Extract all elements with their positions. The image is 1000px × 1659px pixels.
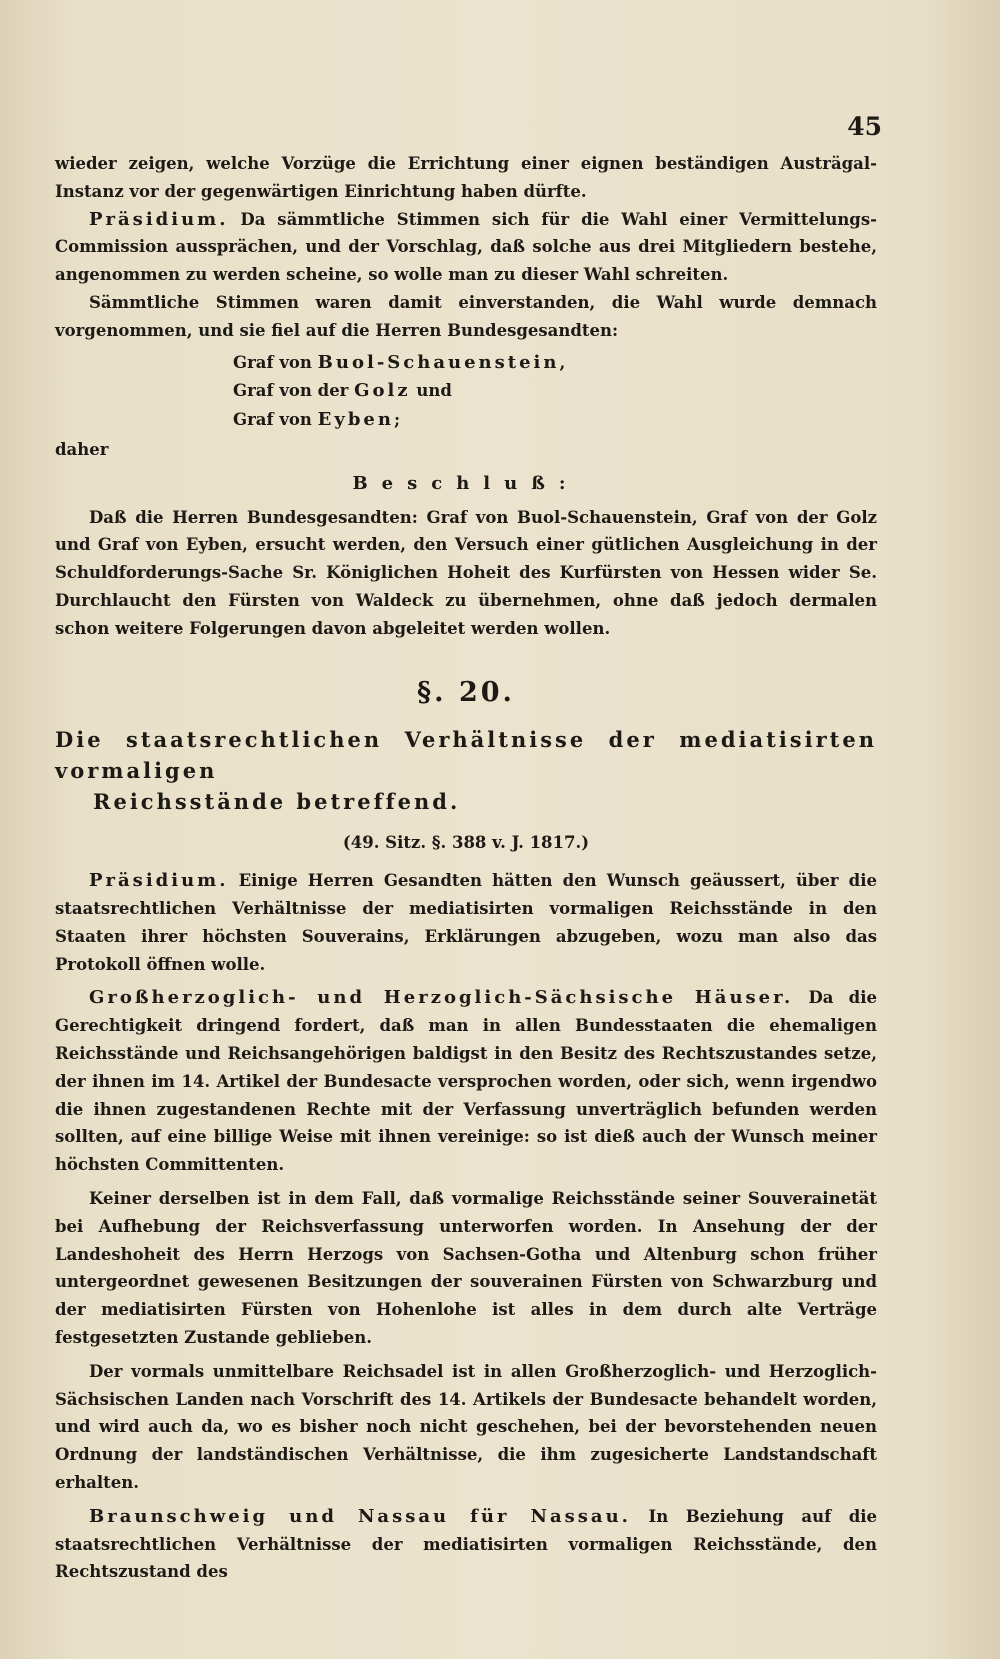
speaker-label: Präsidium. — [89, 208, 229, 230]
paragraph-text: In Beziehung auf die staatsrechtlichen Verhältnisse der mediatisirten vormaligen Reichsstände, den Rechtszustand des — [55, 1506, 877, 1582]
paragraph-text: Da sämmtliche Stimmen sich für die Wahl einer Vermittelungs-Commission aussprächen, und der Vorschlag, daß solche aus drei Mitgliedern bestehe, angenommen zu werden scheine, so wolle man zu dieser Wahl schreiten. — [55, 209, 877, 285]
paragraph-brunswick — [55, 1503, 877, 1586]
paragraph-text: Der vormals unmittelbare Reichsadel ist in allen Großherzoglich- und Herzoglich-Sächsischen Landen nach Vorschrift des 14. Artikels der Bundesacte behandelt worden, und wird auch da, wo es bisher noch nicht geschehen, bei der bevorstehenden neuen Ordnung der landständischen Verhältnisse, die ihm zugesicherte Landstandschaft erhalten. — [55, 1361, 877, 1492]
resolution-heading: Beschluß: — [352, 472, 580, 494]
paragraph-text: Keiner derselben ist in dem Fall, daß vormalige Reichsstände seiner Souverainetät bei Aufhebung der Reichsverfassung unterworfen worden. In Ansehung der der Landeshoheit des Herrn Herzogs von Sachsen-Gotha und Altenburg schon früher untergeordnet gewesenen Besitzungen der souverainen Fürsten von Schwarzburg und der mediatisirten Fürsten von Hohenlohe ist alles in dem durch alte Verträge festgesetzten Zustande geblieben. — [55, 1189, 877, 1347]
section-title-line1: Die staatsrechtlichen Verhältnisse der mediatisirten vormaligen — [55, 727, 877, 784]
section-number: §. 20. — [417, 676, 515, 708]
paragraph-election: Sämmtliche Stimmen waren damit einverstanden, die Wahl wurde demnach vorgenommen, und sie fiel auf die Herren Bundesgesandten: — [55, 292, 877, 340]
speaker-label: Braunschweig und Nassau für Nassau. — [89, 1505, 631, 1527]
body-text — [55, 150, 877, 1586]
daher-text: daher — [55, 440, 109, 460]
delegate-item: Graf von Eyben; — [233, 408, 401, 430]
paragraph-text: Da die Gerechtigkeit dringend fordert, daß man in allen Bundesstaaten die ehemaligen Reichsstände und Reichsangehörigen baldigst in den Besitz des Rechtszustandes setze, der ihnen im 14. Artikel der Bundesacte versprochen worden, oder sich, wenn irgendwo die ihnen zugestandenen Rechte mit der Verfassung unverträglich befunden werden sollten, auf eine billige Weise mit ihnen vereinige: so ist dieß auch der Wunsch meiner höchsten Committenten. — [55, 988, 877, 1175]
delegate-item: Graf von der Golz und — [233, 380, 452, 402]
paragraph-saxony — [55, 984, 877, 1179]
section-reference: (49. Sitz. §. 388 v. J. 1817.) — [342, 833, 590, 853]
delegate-list — [233, 349, 877, 435]
paragraph-resolution: Daß die Herren Bundesgesandten: Graf von Buol-Schauenstein, Graf von der Golz und Graf von Eyben, ersucht werden, den Versuch einer gütlichen Ausgleichung in der Schuldforderungs-Sache Sr. Königlichen Hoheit des Kurfürsten von Hessen wider Se. Durchlaucht den Fürsten von Waldeck zu übernehmen, ohne daß jedoch dermalen schon weitere Folgerungen davon abgeleitet werden wollen. — [55, 507, 877, 638]
page-number: 45 — [847, 112, 882, 141]
section-title — [55, 724, 877, 817]
speaker-label: Präsidium. — [89, 870, 229, 892]
paragraph-praesidium-2 — [55, 867, 877, 978]
paragraph-praesidium — [55, 206, 877, 289]
delegate-item: Graf von Buol-Schauenstein, — [233, 351, 566, 373]
speaker-label: Großherzoglich- und Herzoglich-Sächsische Häuser. — [89, 987, 794, 1009]
paragraph-continuation: wieder zeigen, welche Vorzüge die Errichtung einer eignen beständigen Austrägal-Instanz vor der gegenwärtigen Einrichtung haben dürfte. — [55, 154, 877, 201]
paragraph-text: Einige Herren Gesandten hätten den Wunsch geäussert, über die staatsrechtlichen Verhältnisse der mediatisirten vormaligen Reichsstände in den Staaten ihrer höchsten Souverains, Erklärungen abzugeben, wozu man also das Protokoll öffnen wolle. — [55, 871, 877, 974]
section-title-line2: Reichsstände betreffend. — [93, 789, 461, 815]
